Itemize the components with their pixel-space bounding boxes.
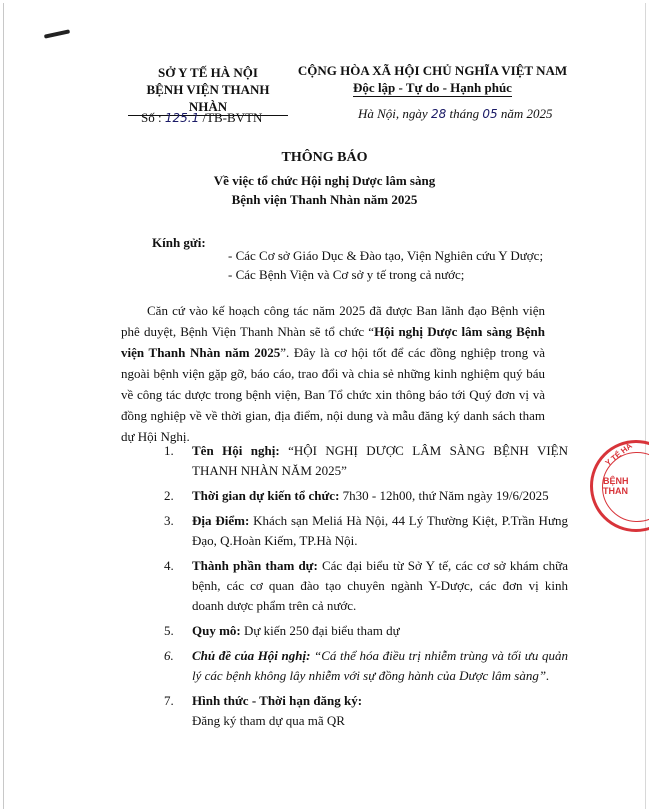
details-list bbox=[164, 441, 568, 736]
item-number: 2. bbox=[164, 488, 174, 503]
national-title: CỘNG HÒA XÃ HỘI CHỦ NGHĨA VIỆT NAM bbox=[297, 63, 568, 78]
issuer-department: SỞ Y TẾ HÀ NỘI bbox=[158, 65, 258, 80]
date-day: 28 bbox=[430, 107, 447, 121]
recipient-item: - Các Cơ sở Giáo Dục & Đào tạo, Viện Nghiên cứu Y Dược; bbox=[228, 248, 544, 263]
item-value: Các đại biểu từ Sở Y tế, các cơ sở khám chữa bệnh, các cơ quan đào tạo chuyên ngành Y-Dược, các đơn vị kinh doanh dược phẩm trên cả nước. bbox=[192, 558, 568, 613]
item-number: 4. bbox=[164, 558, 174, 573]
issuer-hospital: BỆNH VIỆN THANH NHÀN bbox=[128, 81, 288, 116]
national-motto: Độc lập - Tự do - Hạnh phúc bbox=[353, 80, 512, 95]
list-item bbox=[164, 691, 568, 731]
recipients-list bbox=[228, 246, 543, 284]
national-header bbox=[295, 62, 570, 97]
item-label: Thời gian dự kiến tổ chức: bbox=[192, 488, 340, 503]
item-value: Khách sạn Meliá Hà Nội, 44 Lý Thường Kiệt, P.Trần Hưng Đạo, Q.Hoàn Kiếm, TP.Hà Nội. bbox=[192, 513, 568, 548]
list-item bbox=[164, 441, 568, 481]
stamp-rim-text: Y TẾ HÀ bbox=[603, 441, 634, 468]
subtitle-line-1: Về việc tổ chức Hội nghị Dược lâm sàng bbox=[213, 173, 436, 188]
item-label: Thành phần tham dự: bbox=[192, 558, 318, 573]
item-label: Quy mô: bbox=[192, 623, 241, 638]
document-number-value: 125.1 bbox=[164, 111, 200, 125]
date-line bbox=[358, 106, 553, 122]
item-number: 7. bbox=[164, 693, 174, 708]
item-number: 5. bbox=[164, 623, 174, 638]
document-subtitle bbox=[0, 171, 649, 209]
stamp-text bbox=[603, 476, 629, 496]
item-label: Địa Điểm: bbox=[192, 513, 250, 528]
item-value: 7h30 - 12h00, thứ Năm ngày 19/6/2025 bbox=[339, 488, 549, 503]
date-year: năm 2025 bbox=[497, 106, 553, 121]
document-title: THÔNG BÁO bbox=[281, 150, 368, 165]
registration-note: Đăng ký tham dự qua mã QR bbox=[192, 713, 345, 728]
date-month: 05 bbox=[482, 107, 498, 121]
stamp-line-2: THAN bbox=[603, 486, 628, 496]
list-item bbox=[164, 511, 568, 551]
item-value: “Cá thể hóa điều trị nhiễm trùng và tối ưu quản lý các bệnh không lây nhiễm với sự đồng hành của Dược lâm sàng”. bbox=[192, 648, 568, 683]
body-event-name: Hội nghị Dược lâm sàng Bệnh viện Thanh Nhàn năm 2025 bbox=[121, 324, 545, 360]
document-number-prefix: Số : bbox=[141, 110, 165, 125]
subtitle-line-2: Bệnh viện Thanh Nhàn năm 2025 bbox=[231, 192, 418, 207]
body-paragraph bbox=[121, 300, 545, 447]
item-label: Tên Hội nghị: bbox=[192, 443, 280, 458]
date-month-label: tháng bbox=[446, 106, 483, 121]
item-label: Hình thức - Thời hạn đăng ký: bbox=[192, 693, 363, 708]
body-text: Căn cứ vào kế hoạch công tác năm 2025 đã được Ban lãnh đạo Bệnh viện phê duyệt, Bệnh Viện Thanh Nhàn sẽ tổ chức “ bbox=[121, 303, 545, 339]
item-label: Chủ đề của Hội nghị: bbox=[192, 648, 311, 663]
item-number: 3. bbox=[164, 513, 174, 528]
list-item bbox=[164, 556, 568, 616]
item-value: “HỘI NGHỊ DƯỢC LÂM SÀNG BỆNH VIỆN THANH NHÀN NĂM 2025” bbox=[192, 443, 569, 478]
item-number: 6. bbox=[164, 648, 174, 663]
recipient-item: - Các Bệnh Viện và Cơ sở y tế trong cả nước; bbox=[228, 267, 465, 282]
item-number: 1. bbox=[164, 443, 174, 458]
list-item bbox=[164, 646, 568, 686]
item-value: Dự kiến 250 đại biểu tham dự bbox=[240, 623, 400, 638]
list-item bbox=[164, 621, 568, 641]
document-number-suffix: /TB-BVTN bbox=[199, 110, 263, 125]
recipients-label: Kính gửi: bbox=[152, 235, 206, 250]
body-text: ”. Đây là cơ hội tốt để các đồng nghiệp trong và ngoài bệnh viện gặp gỡ, báo cáo, trao đổi và chia sẻ những kinh nghiệm quý báu về công tác dược trong bệnh viện, Ban Tổ chức xin thông báo tới Quý đơn vị và đồng nghiệp về về thời gian, địa điểm, nội dung và mẫu đăng ký danh sách tham dự Hội Nghị. bbox=[121, 345, 545, 444]
stamp-line-1: BỆNH bbox=[603, 476, 629, 486]
issuer-header bbox=[128, 64, 288, 116]
list-item bbox=[164, 486, 568, 506]
document-number bbox=[141, 110, 262, 126]
date-place: Hà Nội, ngày bbox=[358, 106, 431, 121]
